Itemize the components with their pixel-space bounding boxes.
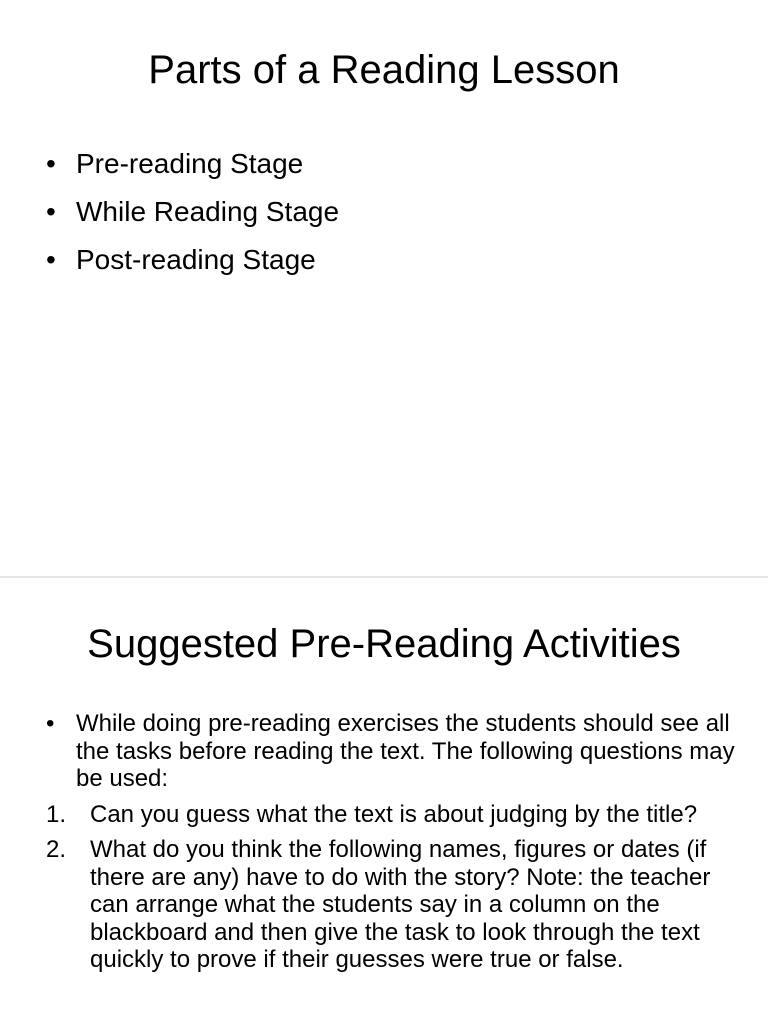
list-item: • Post-reading Stage	[46, 236, 339, 284]
list-number: 1.	[46, 800, 67, 828]
slide-title: Parts of a Reading Lesson	[148, 48, 620, 92]
list-item-text: Can you guess what the text is about judging by the title?	[90, 800, 698, 828]
slide-pre-reading-activities	[0, 576, 768, 1026]
slide-body	[46, 710, 736, 982]
intro-bullet: • While doing pre-reading exercises the students should see all the tasks before reading the text. The following questions may be used:	[46, 710, 736, 793]
list-item-text: What do you think the following names, figures or dates (if there are any) have to do with the story? Note: the teacher can arrange what the students say in a column on the blackboard and then give the task to look through the text quickly to prove if their guesses were true or false.	[90, 836, 711, 973]
questions-list	[46, 801, 736, 974]
list-number: 2.	[46, 836, 67, 863]
intro-list	[46, 710, 736, 793]
list-item: • While Reading Stage	[46, 188, 339, 236]
list-item: • Pre-reading Stage	[46, 140, 339, 188]
list-item	[46, 801, 736, 829]
slide-title: Suggested Pre-Reading Activities	[87, 622, 681, 666]
list-item	[46, 836, 736, 974]
stages-list	[46, 140, 339, 284]
